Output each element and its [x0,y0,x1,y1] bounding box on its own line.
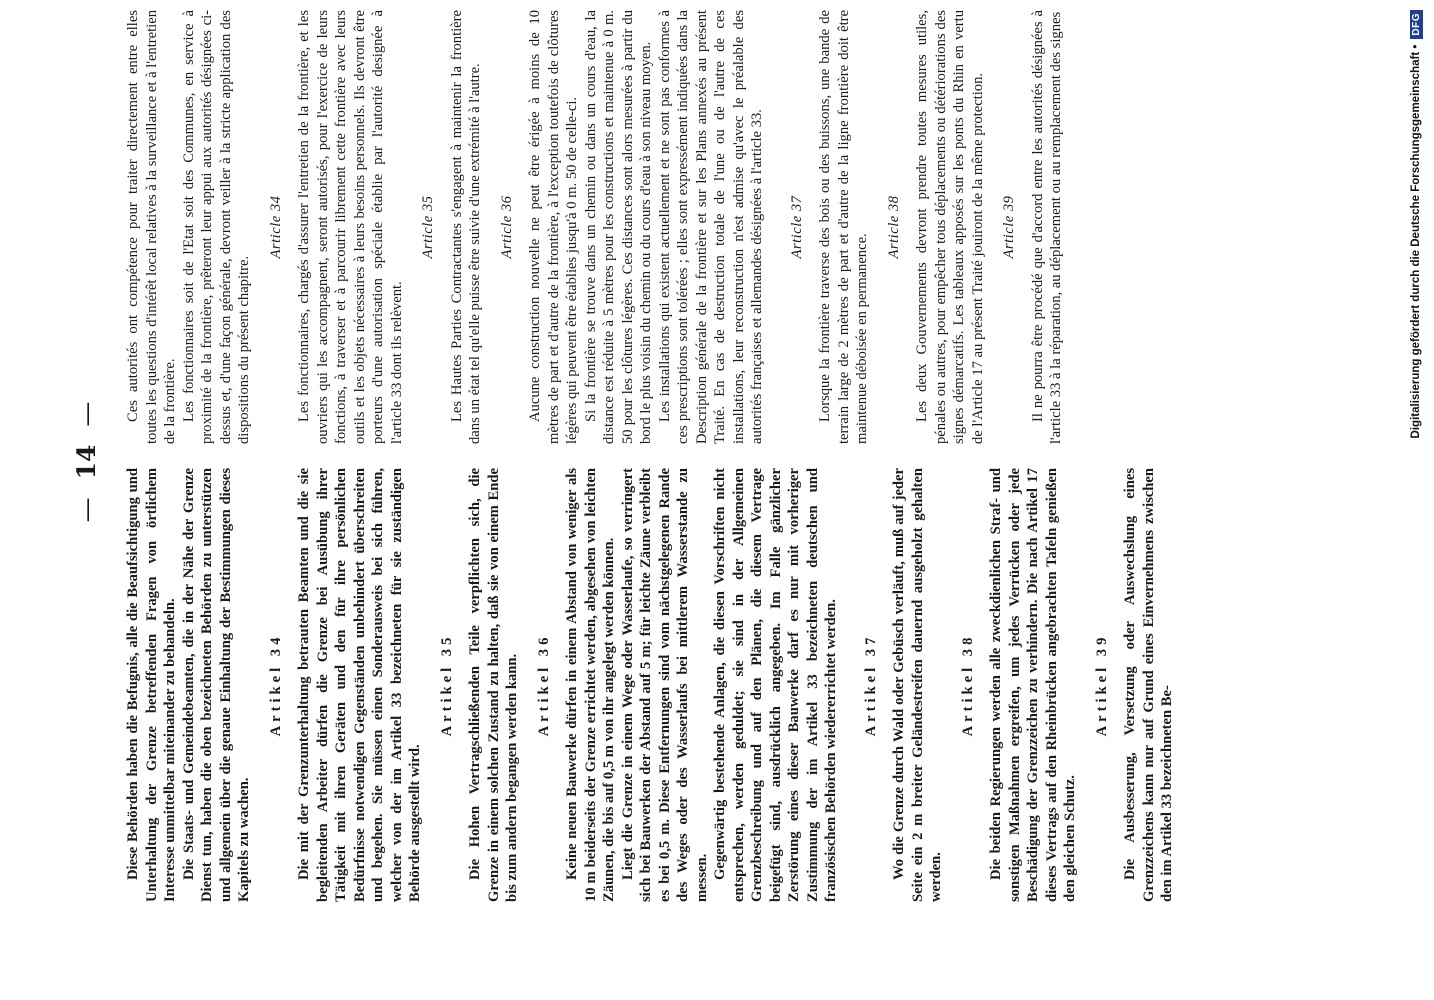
page-number-dash-right: — [72,401,101,427]
de-article-35-text: Die Hohen Vertragschließenden Teile verpflichten sich, die Grenze in einem solchen Zustand zu halten, daß sie von einem Ende bis zum andern begangen werden kann. [467,468,520,902]
fr-article-34-text: Les fonctionnaires, chargés d'assurer l'entretien de la frontière, et les ouvriers qui les accompagnent, seront autorisés, pour l'exercice de leurs fonctions, à traverser et à parcourir librement cette frontière avec leurs outils et les objets nécessaires à leurs besoins personnels. Ils devront être porteurs d'une autorisation spéciale établie par l'autorité designée à l'article 33 dont ils relèvent. [296,10,405,444]
de-intro-para-2: Die Staats- und Gemeindebeamten, die in der Nähe der Grenze Dienst tun, haben die oben bezeichneten Behörden zu unterstützen und allgemein über die genaue Einhaltung der Bestimmungen dieses Kapitels zu wachen. [180,468,252,902]
de-article-36-text-2: Liegt die Grenze in einem Wege oder Wasserlaufe, so verringert sich bei Bauwerken der Abstand auf 5 m; für leichte Zäune verbleibt es bei 0,5 m. Diese Entfernungen sind vom nächstgelegenen Rande des Weges oder des Wasserlaufs bei mittlerem Wasserstande zu messen. [619,468,710,902]
de-article-35-heading: Artikel 35 [438,633,455,737]
digitization-stamp [1404,10,1434,1000]
fr-intro-para-1: Ces autorités ont compétence pour traiter directement entre elles toutes les questions d'intérêt local relatives à la surveillance et à l'entretien de la frontière. [125,10,178,444]
fr-article-35-text: Les Hautes Parties Contractantes s'engagent à maintenir la frontière dans un état tel qu'elle puisse être suivie d'une extrémité à l'autre. [448,10,483,444]
fr-intro-para-2: Les fonctionnaires soit de l'Etat soit des Communes, en service à proximité de la frontière, prêteront leur appui aux autorités désignées ci-dessus et, d'une façon générale, devront veiller à la stricte application des dispositions du présent chapitre. [180,10,252,444]
fr-article-39-heading: Article 39 [1001,195,1017,259]
german-column [124,468,1177,902]
fr-article-38-heading: Article 38 [885,195,902,259]
rotated-document-page [72,12,1382,912]
de-intro-para-1: Diese Behörden haben die Befugnis, alle die Beaufsichtigung und Unterhaltung der Grenze betreffenden Fragen von örtlichem Interesse unmittelbar miteinander zu behandeln. [125,468,178,902]
fr-article-34-heading: Article 34 [267,195,284,259]
fr-article-38-text: Les deux Gouvernements devront prendre toutes mesures utiles, pénales ou autres, pour empêcher tous déplacements ou détériorations des signes démarcatifs. Les tableaux apposés sur les ponts du Rhin en vertu de l'Article 17 au présent Traité jouiront de la même protection. [914,10,986,444]
page-number-header [72,12,101,912]
fr-article-36-text-3: Les installations qui existent actuellement et ne sont pas conformes à ces prescriptions sont tolérées ; elles sont expressément indiquées dans la Description générale de la frontière et sur les Plans annexés au présent Traité. En cas de destruction totale de l'une ou de l'autre de ces installations, leur reconstruction n'est admise qu'avec le préalable des autorités françaises et allemandes désignées à l'article 33. [656,10,765,444]
de-article-38-heading: Artikel 38 [959,633,976,737]
fr-article-37-heading: Article 37 [788,195,805,259]
fr-article-39-text: Il ne pourra être procédé que d'accord entre les autorités désignées à l'article 33 à la réparation, au déplacement ou au remplacement des signes [1029,10,1064,444]
dfg-logo: DFG [1410,10,1423,39]
de-article-39-heading: Artikel 39 [1093,633,1110,737]
de-article-37-heading: Artikel 37 [862,633,879,737]
digitization-stamp-text: Digitalisierung gefördert durch die Deutsche Forschungsgemeinschaft • [1410,44,1422,439]
page-number-dash-left: — [72,497,101,523]
de-article-34-text: Die mit der Grenzunterhaltung betrauten Beamten und die sie begleitenden Arbeiter dürfen die Grenze bei Ausübung ihrer Tätigkeit mit ihren Geräten und den für ihre persönlichen Bedürfnisse notwendigen Gegenständen unbehindert überschreiten und begehen. Sie müssen einen Sonderausweis bei sich führen, welcher von der im Artikel 33 bezeichneten für sie zuständigen Behörde ausgestellt wird. [296,468,423,902]
de-article-36-text-3: Gegenwärtig bestehende Anlagen, die diesen Vorschriften nicht entsprechen, werden geduldet; sie sind in der Allgemeinen Grenzbeschreibung und auf den Plänen, die diesem Vertrage beigefügt sind, ausdrücklich angegeben. Im Falle gänzlicher Zerstörung eines dieser Bauwerke darf es nur mit vorheriger Zustimmung der im Artikel 33 bezeichneten deutschen und französischen Behörden wiedererrichtet werden. [712,468,839,902]
de-article-39-text: Die Ausbesserung, Versetzung oder Auswechslung eines Grenzzeichens kann nur auf Grund eines Einvernehmens zwischen den im Artikel 33 bezeichneten Be- [1122,468,1175,902]
de-article-36-text-1: Keine neuen Bauwerke dürfen in einem Abstand von weniger als 10 m beiderseits der Grenze errichtet werden, abgesehen von leichten Zäunen, die bis auf 0,5 m von ihr angelegt werden können. [564,468,617,902]
de-spacer [841,468,849,902]
fr-article-36-text-2: Si la frontière se trouve dans un chemin ou dans un cours d'eau, la distance est réduite à 5 mètres pour les constructions et maintenue à 0 m. 50 pour les clôtures légères. Ces distances sont alors mesurées à partir du bord le plus voisin du chemin ou du cours d'eau à son niveau moyen. [582,10,654,444]
fr-article-35-heading: Article 35 [420,195,436,259]
page-number: 14 [72,444,101,480]
fr-article-36-heading: Article 36 [498,195,515,259]
fr-spacer [767,10,775,444]
de-article-34-heading: Artikel 34 [267,633,284,737]
de-article-36-heading: Artikel 36 [535,633,552,737]
fr-article-37-text: Lorsque la frontière traverse des bois ou des buissons, une bande de terrain large de 2 mètres de part et d'autre de la ligne frontière doit être maintenue déboisée en permanence. [817,10,870,444]
french-column [124,10,1066,444]
de-article-38-text: Die beiden Regierungen werden alle zweckdienlichen Straf- und sonstigen Maßnahmen ergreifen, um jedes Verrücken oder jede Beschädigung der Grenzzeichen zu verhindern. Die nach Artikel 17 dieses Vertrags auf den Rheinbrücken angebrachten Tafeln genießen den gleichen Schutz. [988,468,1078,902]
fr-article-36-text-1: Aucune construction nouvelle ne peut être érigée à moins de 10 mètres de part et d'autre de la frontière, à l'exception toutefois de clôtures légères qui peuvent être établies jusqu'à 0 m. 50 de celle-ci. [527,10,580,444]
de-article-37-text: Wo die Grenze durch Wald oder Gebüsch verläuft, muß auf jeder Seite ein 2 m breiter Geländestreifen dauernd ausgeholzt gehalten werden. [891,468,944,902]
